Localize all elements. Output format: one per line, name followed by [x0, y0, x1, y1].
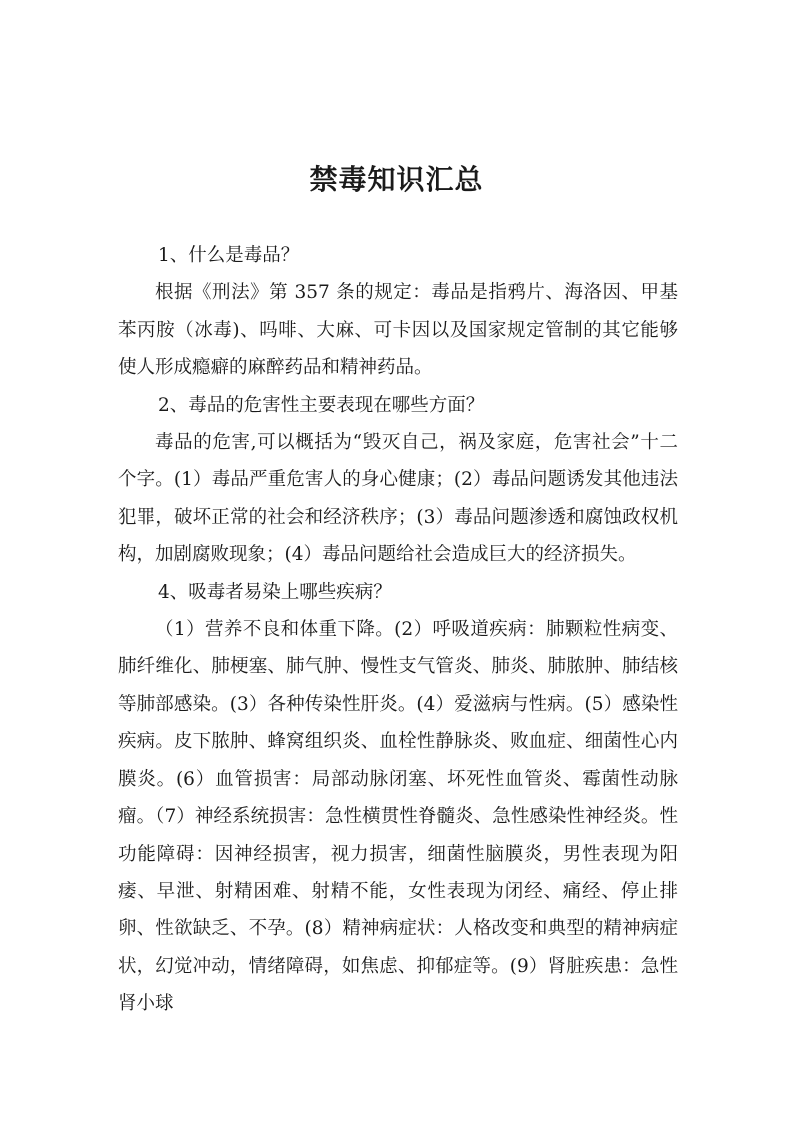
- question-heading-1: 1、什么是毒品？: [158, 245, 300, 266]
- answer-paragraph-1: 根据《刑法》第 357 条的规定：毒品是指鸦片、海洛因、甲基苯丙胺（冰毒)、吗啡、大麻、可卡因以及国家规定管制的其它能够使人形成瘾癖的麻醉药品和精神药品。: [118, 282, 678, 379]
- question-heading-4: 4、吸毒者易染上哪些疾病？: [158, 581, 392, 603]
- answer-paragraph-2: 毒品的危害,可以概括为“毁灭自己，祸及家庭，危害社会”十二个字。(1）毒品严重危害人的身心健康；(2）毒品问题诱发其他违法犯罪，破坏正常的社会和经济秩序；(3）毒品问题渗透和腐蚀政权机构，加剧腐败现象；(4）毒品问题给社会造成巨大的经济损失。: [118, 432, 678, 566]
- answer-paragraph-4: （1）营养不良和体重下降。(2）呼吸道疾病：肺颗粒性病变、肺纤维化、肺梗塞、肺气肿、慢性支气管炎、肺炎、肺脓肿、肺结核等肺部感染。(3）各种传染性肝炎。(4）爱滋病与性病。(5）感染性疾病。皮下脓肿、蜂窝组织炎、血栓性静脉炎、败血症、细菌性心内膜炎。(6）血管损害：局部动脉闭塞、坏死性血管炎、霉菌性动脉瘤。（7）神经系统损害：急性横贯性脊髓炎、急性感染性神经炎。性功能障碍：因神经损害，视力损害，细菌性脑膜炎，男性表现为阳痿、早泄、射精困难、射精不能，女性表现为闭经、痛经、停止排卵、性欲缺乏、不孕。(8）精神病症状：人格改变和典型的精神病症状，幻觉冲动，情绪障碍，如焦虑、抑郁症等。(9）肾脏疾患：急性肾小球: [118, 619, 678, 1015]
- document-body: [118, 237, 678, 1023]
- question-heading-2: 2、毒品的危害性主要表现在哪些方面？: [158, 394, 485, 416]
- page-title: 禁毒知识汇总: [309, 163, 484, 196]
